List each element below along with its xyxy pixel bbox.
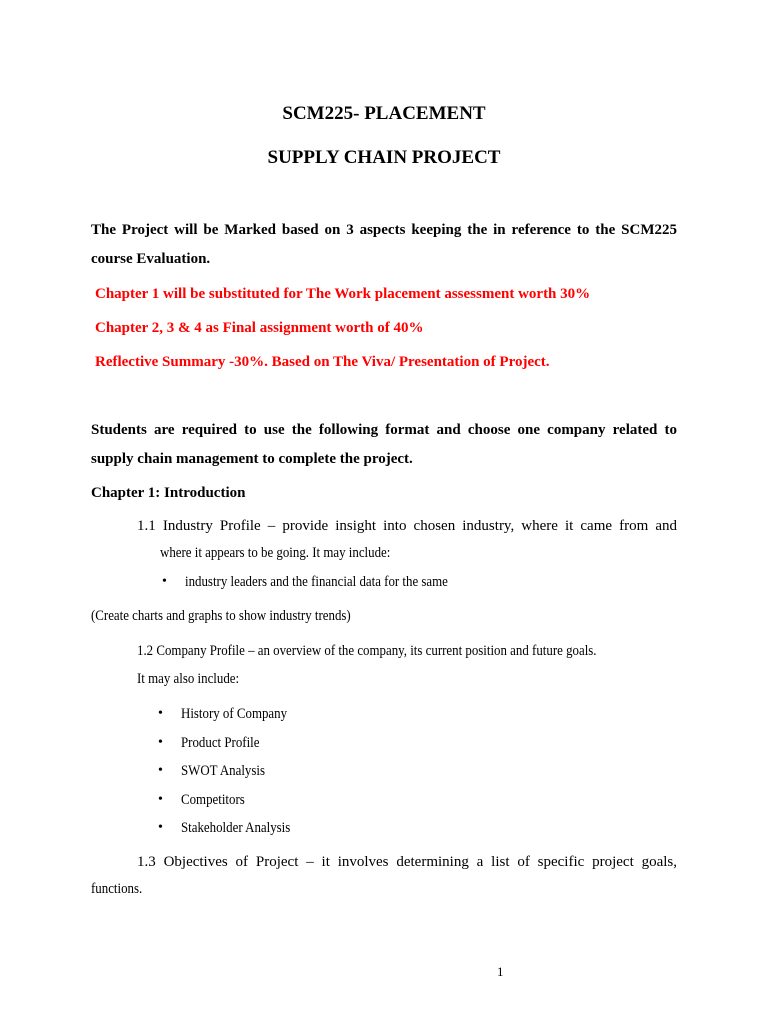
students-line-1: Students are required to use the following format and choose one company related to <box>91 422 677 438</box>
bullet-icon: • <box>158 792 163 807</box>
industry-profile-bullet: industry leaders and the financial data for the same <box>185 574 448 590</box>
company-profile-line-2: It may also include: <box>137 671 240 687</box>
marking-chapters-2-4: Chapter 2, 3 & 4 as Final assignment worth of 40% <box>95 320 424 336</box>
bullet-icon: • <box>158 763 163 778</box>
company-profile-bullet: Competitors <box>181 792 245 808</box>
marking-reflective-summary: Reflective Summary -30%. Based on The Viva/ Presentation of Project. <box>95 354 550 370</box>
objectives-line-2: functions. <box>91 881 143 897</box>
company-profile-bullet: History of Company <box>181 706 288 722</box>
bullet-icon: • <box>162 574 167 589</box>
marking-chapter-1: Chapter 1 will be substituted for The Work placement assessment worth 30% <box>95 286 591 302</box>
bullet-icon: • <box>158 706 163 721</box>
company-profile-line-1: 1.2 Company Profile – an overview of the company, its current position and future goals. <box>137 643 597 659</box>
page-number: 1 <box>497 964 504 979</box>
industry-profile-line-2: where it appears to be going. It may include: <box>160 545 391 561</box>
industry-profile-line-1: 1.1 Industry Profile – provide insight into chosen industry, where it came from and <box>137 518 677 534</box>
intro-line-1: The Project will be Marked based on 3 aspects keeping the in reference to the SCM225 <box>91 222 677 238</box>
company-profile-bullet: Product Profile <box>181 735 260 751</box>
students-line-2: supply chain management to complete the project. <box>91 451 413 467</box>
chapter-1-heading: Chapter 1: Introduction <box>91 485 246 501</box>
bullet-icon: • <box>158 820 163 835</box>
charts-note: (Create charts and graphs to show industry trends) <box>91 608 351 624</box>
document-title: SCM225- PLACEMENT <box>282 103 486 124</box>
intro-line-2: course Evaluation. <box>91 251 211 267</box>
document-subtitle: SUPPLY CHAIN PROJECT <box>267 147 501 168</box>
company-profile-bullet: SWOT Analysis <box>181 763 265 779</box>
company-profile-bullet: Stakeholder Analysis <box>181 820 291 836</box>
objectives-line-1: 1.3 Objectives of Project – it involves determining a list of specific project goals, <box>137 854 677 870</box>
bullet-icon: • <box>158 735 163 750</box>
